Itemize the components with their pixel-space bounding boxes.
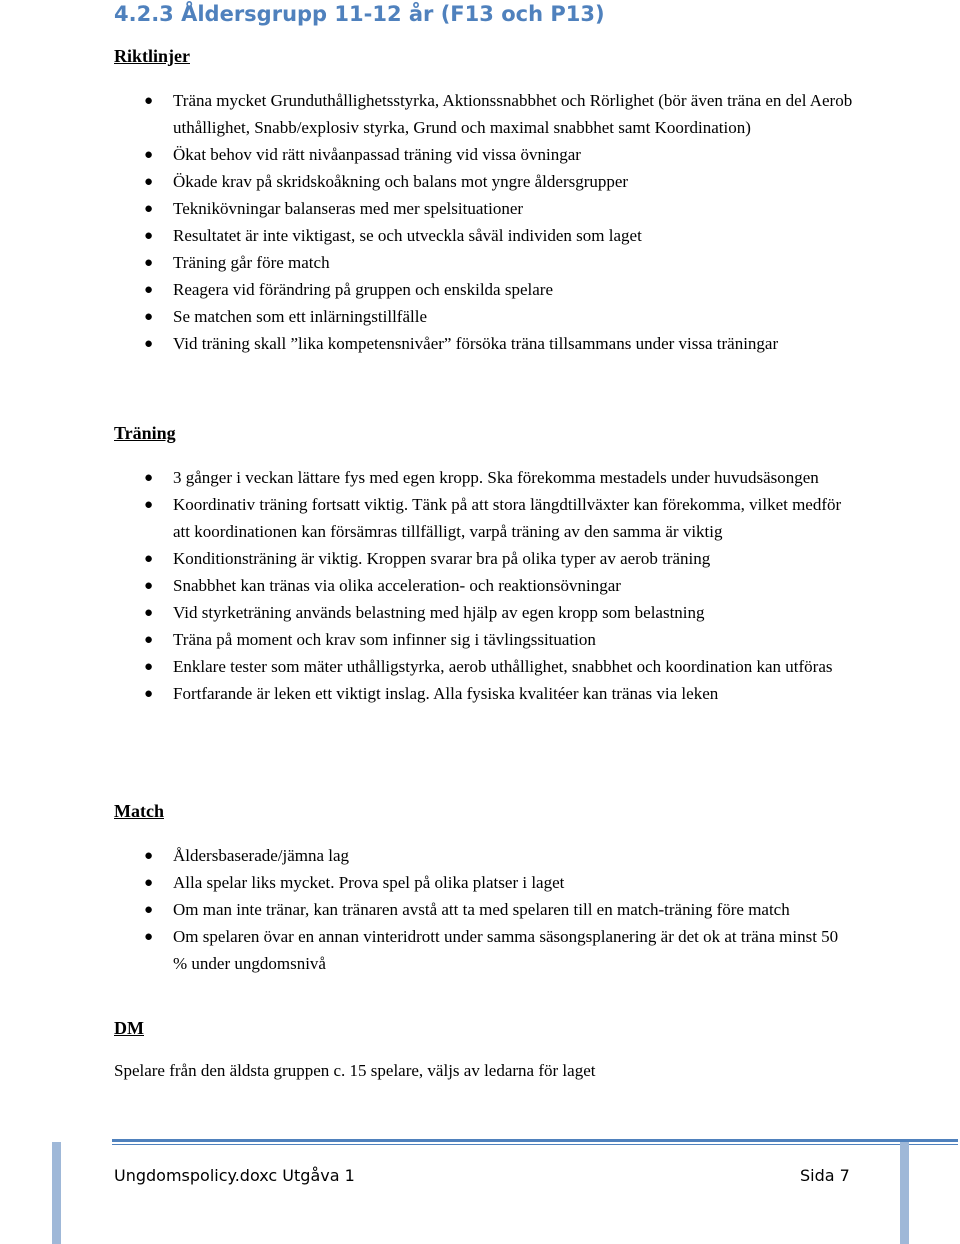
bullet-item xyxy=(144,870,853,897)
page-heading: 4.2.3 Åldersgrupp 11-12 år (F13 och P13) xyxy=(114,2,605,26)
footer-bar-left xyxy=(52,1142,61,1244)
bullet-item xyxy=(144,600,853,627)
bullet-item xyxy=(144,681,853,708)
bullet-text: Träna mycket Grunduthållighetsstyrka, Aktionssnabbhet och Rörlighet (bör även träna en del Aerob uthållighet, Snabb/explosiv styrka, Grund och maximal snabbhet samt Koordination) xyxy=(173,91,853,137)
bullet-text: Träna på moment och krav som infinner sig i tävlingssituation xyxy=(173,629,596,649)
bullet-item xyxy=(144,250,853,277)
bullet-icon: ● xyxy=(144,929,154,945)
bullet-text: Alla spelar liks mycket. Prova spel på olika platser i laget xyxy=(173,873,565,892)
bullet-icon: ● xyxy=(144,497,154,513)
bullet-item xyxy=(144,924,853,977)
bullet-item xyxy=(144,465,853,492)
bullet-item xyxy=(144,277,853,304)
bullet-item xyxy=(144,142,853,169)
match-list xyxy=(0,843,960,978)
bullet-text: Om spelaren övar en annan vinteridrott under samma säsongsplanering är det ok at träna minst 50 % under ungdomsnivå xyxy=(173,927,839,973)
bullet-text: Snabbhet kan tränas via olika acceleration- och reaktionsövningar xyxy=(173,575,621,595)
bullet-item xyxy=(144,654,853,681)
bullet-icon: ● xyxy=(144,335,154,352)
footer-rule-thin xyxy=(112,1144,958,1145)
bullet-item xyxy=(144,843,853,870)
bullet-text: Koordinativ träning fortsatt viktig. Tänk på att stora längdtillväxter kan förekomma, vilket medför att koordinationen kan försämras tillfälligt, varpå träning av den samma är viktig xyxy=(173,495,842,541)
bullet-text: Resultatet är inte viktigast, se och utveckla såväl individen som laget xyxy=(173,225,642,245)
bullet-icon: ● xyxy=(144,254,154,271)
bullet-icon: ● xyxy=(144,902,154,918)
bullet-text: Träning går före match xyxy=(173,252,330,272)
bullet-text: 3 gånger i veckan lättare fys med egen kropp. Ska förekomma mestadels under huvudsäsongen xyxy=(173,468,819,487)
dm-text: Spelare från den äldsta gruppen c. 15 spelare, väljs av ledarna för laget xyxy=(114,1061,596,1080)
bullet-icon: ● xyxy=(144,631,154,648)
section-title-dm: DM xyxy=(114,1018,144,1038)
bullet-icon: ● xyxy=(144,227,154,244)
bullet-icon: ● xyxy=(144,875,154,891)
section-title-traning: Träning xyxy=(114,423,176,443)
bullet-item xyxy=(144,223,853,250)
bullet-text: Vid styrketräning används belastning med hjälp av egen kropp som belastning xyxy=(173,602,705,622)
bullet-icon: ● xyxy=(144,604,154,621)
bullet-item xyxy=(144,169,853,196)
bullet-item xyxy=(144,546,853,573)
bullet-item xyxy=(144,492,853,545)
bullet-text: Enklare tester som mäter uthålligstyrka, aerob uthållighet, snabbhet och koordination kan utföras xyxy=(173,656,833,676)
bullet-icon: ● xyxy=(144,470,154,486)
bullet-item xyxy=(144,196,853,223)
bullet-text: Ökade krav på skridskoåkning och balans mot yngre åldersgrupper xyxy=(173,171,629,191)
bullet-text: Ökat behov vid rätt nivåanpassad träning vid vissa övningar xyxy=(173,144,581,164)
bullet-icon: ● xyxy=(144,146,154,163)
traning-list xyxy=(0,465,960,708)
bullet-icon: ● xyxy=(144,281,154,298)
bullet-text: Konditionsträning är viktig. Kroppen svarar bra på olika typer av aerob träning xyxy=(173,548,711,568)
bullet-item xyxy=(144,573,853,600)
footer-page-number: Sida 7 xyxy=(800,1166,850,1185)
riktlinjer-list xyxy=(0,88,960,358)
bullet-item xyxy=(144,897,853,924)
bullet-text: Se matchen som ett inlärningstillfälle xyxy=(173,306,427,326)
section-title-match: Match xyxy=(114,801,164,821)
bullet-icon: ● xyxy=(144,658,154,675)
bullet-icon: ● xyxy=(144,200,154,217)
bullet-icon: ● xyxy=(144,550,154,567)
bullet-item xyxy=(144,627,853,654)
bullet-text: Fortfarande är leken ett viktigt inslag. Alla fysiska kvalitéer kan tränas via leken xyxy=(173,683,719,703)
bullet-icon: ● xyxy=(144,848,154,864)
bullet-icon: ● xyxy=(144,93,154,109)
bullet-icon: ● xyxy=(144,685,154,702)
bullet-icon: ● xyxy=(144,577,154,594)
bullet-text: Om man inte tränar, kan tränaren avstå att ta med spelaren till en match-träning före match xyxy=(173,900,790,919)
bullet-text: Vid träning skall ”lika kompetensnivåer” försöka träna tillsammans under vissa träningar xyxy=(173,333,779,353)
bullet-icon: ● xyxy=(144,173,154,190)
section-title-riktlinjer: Riktlinjer xyxy=(114,46,190,66)
bullet-item xyxy=(144,88,853,141)
bullet-text: Reagera vid förändring på gruppen och enskilda spelare xyxy=(173,279,553,299)
bullet-icon: ● xyxy=(144,308,154,325)
bullet-text: Teknikövningar balanseras med mer spelsituationer xyxy=(173,198,524,218)
footer-bar-right xyxy=(900,1142,909,1244)
bullet-item xyxy=(144,304,853,331)
footer-document-name: Ungdomspolicy.doxc Utgåva 1 xyxy=(114,1166,355,1185)
bullet-item xyxy=(144,331,853,358)
bullet-text: Åldersbaserade/jämna lag xyxy=(173,846,350,865)
footer-rule xyxy=(112,1139,958,1142)
